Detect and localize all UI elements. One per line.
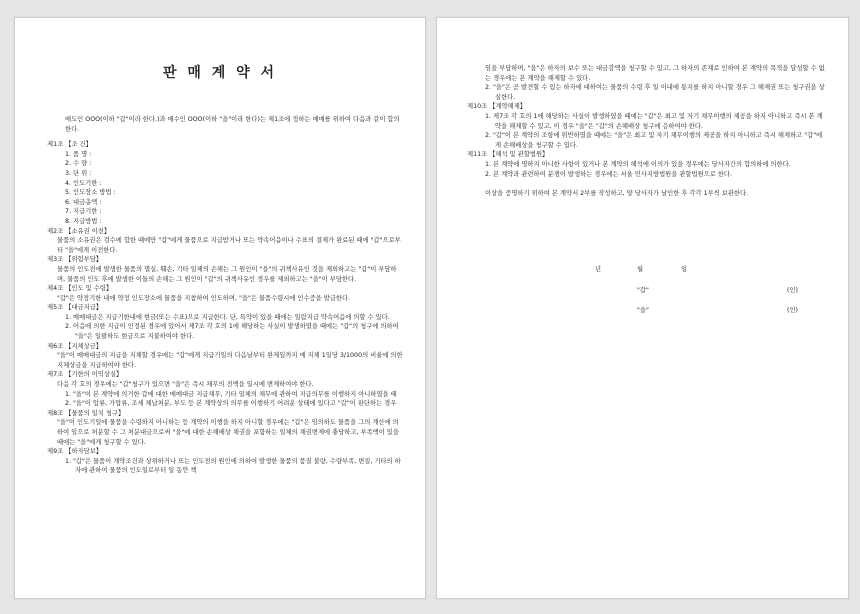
article-1-item: 6. 대금총액 : — [65, 198, 102, 206]
document-page-2 — [436, 17, 849, 599]
article-10-item: 1. 제7조 각 호의 1에 해당하는 사실이 발생하였을 때에는 "갑"은 최고 및 자기 채무이행의 제공을 하지 아니하고 즉시 본 계약을 해제할 수 있고, 이 경우 "을"은 "갑"의 손해배상 청구에 응하여야 한다. — [485, 112, 823, 130]
closing-paragraph: 이상을 증명하기 위하여 본 계약서 2부를 작성하고, 양 당사자가 날인한 후 각각 1부씩 보관한다. — [485, 190, 749, 198]
article-7-heading: 제7조 【기한의 이익상실】 — [47, 371, 123, 379]
article-10-heading: 제10조 【계약해제】 — [467, 103, 527, 111]
article-1-item: 4. 인도기한 : — [65, 179, 102, 187]
article-5-item: 2. 어음에 의한 지급이 인정된 경우에 있어서 제7조 각 호의 1에 해당하는 사실이 발생하였을 때에는 "갑"의 청구에 의하여 "을"은 일괄하도 현금으로 지불하여야 한다. — [65, 323, 399, 341]
article-1-item: 2. 수 량 : — [65, 160, 92, 168]
article-3-heading: 제3조 【위험부담】 — [47, 256, 103, 264]
article-8-heading: 제8조 【물품의 일치 청구】 — [47, 409, 125, 417]
article-5-item: 1. 매매대금은 지급기한내에 현금(또는 수표)으로 지급한다. 단, 특약이 있을 때에는 일람지급 약속어음에 의할 수 있다. — [65, 313, 390, 321]
article-4-text: "갑"은 약정기한 내에 약정 인도장소에 물품을 지참하여 인도하며, "을"은 물품수령시에 인수증을 발급한다. — [57, 294, 351, 302]
party-b-seal: (인) — [787, 307, 798, 314]
article-9-heading: 제9조 【하자담보】 — [47, 448, 103, 456]
article-11-heading: 제11조 【해석 및 관할법원】 — [467, 151, 549, 159]
article-1-item: 7. 지급기한 : — [65, 208, 102, 216]
article-1-item: 1. 품 명 : — [65, 150, 92, 158]
article-10-item: 2. "갑"이 본 계약의 조항에 위반하였을 때에는 "을"은 최고 및 자기 채무이행의 제공을 하지 아니하고 즉시 해제하고 "갑"에게 손해배상을 청구할 수 있다. — [485, 132, 823, 149]
party-a-seal: (인) — [787, 287, 798, 294]
article-6-text: "을"이 매매대금의 지급을 지체할 경우에는 "갑"에게 지급기일의 다음날부터 완제일까지 매 지체 1일당 3/1000의 비율에 의한 지체상금을 지급하여야 한다. — [57, 352, 403, 369]
article-4-heading: 제4조 【인도 및 수령】 — [47, 285, 113, 293]
article-7-text: 다음 각 호의 경우에는 "갑"청구가 있으면 "을"은 즉시 채무의 전액을 일시에 변제하여야 한다. — [57, 381, 314, 389]
document-title: 판 매 계 약 서 — [162, 65, 278, 81]
page-2-body — [467, 64, 826, 199]
article-5-heading: 제5조 【대금지급】 — [47, 304, 103, 312]
document-page-1 — [14, 17, 426, 599]
article-1-item: 3. 단 위 : — [65, 169, 92, 177]
article-2-heading: 제2조 【소유권 이전】 — [47, 227, 111, 235]
article-9-item: 1. "갑"은 물품이 계약조건과 상위하거나 또는 인도전의 원인에 의하여 발생한 물품의 품질 불량, 수량부족, 변질, 기타의 하자에 관하여 물품의 인도일로부터 일 동안 책 — [65, 457, 401, 475]
article-11-item: 2. 본 계약과 관련하여 분쟁이 발생하는 경우에는 서울 민사지방법원을 관할법원으로 한다. — [485, 170, 733, 178]
article-9-item: 2. "을"은 곧 발견할 수 있는 하자에 대하여는 물품의 수령 후 일 이내에 통지를 하지 아니할 경우 그 해제권 또는 청구권을 상실한다. — [485, 84, 825, 101]
article-1-item: 5. 인도장소 방법 : — [65, 189, 116, 197]
date-year: 년 — [595, 266, 602, 273]
intro-paragraph: 매도인 OOO(이하 "갑"이라 한다.)과 매수인 OOO(이하 "을"이라 한다)는 제1조에 정하는 매매를 위하여 다음과 같이 합의한다. — [65, 116, 400, 133]
article-6-heading: 제6조 【지체상금】 — [47, 342, 103, 350]
party-a-label: "갑" — [637, 287, 649, 294]
article-7-item: 2. "을"이 압류, 가압류, 조세 체납처분, 부도 등 본 계약상의 의무를 이행하기 어려운 상태에 있다고 "갑"이 판단하는 경우 — [65, 400, 397, 408]
article-11-item: 1. 본 계약에 명하지 아니한 사항이 있거나 본 계약의 해석에 이의가 있을 경우에는 당사자간의 합의하에 의한다. — [485, 160, 791, 168]
article-8-text: "을"이 인도기일에 물품을 수령하지 아니하는 등 계약의 이행을 하지 아니할 경우에는 "갑"은 임의하도 물품을 그의 계산에 의하여 임으로 처분할 수 그 처분대금으로써 "을"에 대한 손해배상 채권을 포함하는 일체의 채권변제에 충당하고, 부족액이 있을 때에는 "을"에게 청구할 수 있다. — [57, 419, 399, 446]
party-b-label: "을" — [637, 307, 649, 314]
article-9-continuation: 임을 부담하며, "을"은 하자의 보수 또는 대금감액을 청구할 수 있고, 그 하자의 존재로 인하여 본 계약의 목적을 달성할 수 없는 경우에는 본 계약을 해제할 수 있다. — [485, 65, 825, 82]
article-2-text: 물품의 소유권은 검수에 합한 때에만 "갑"에게 물품으로 지급받거나 또는 약속어음이나 수표의 결제가 완료된 때에 "갑"으로부터 "을"에게 이전한다. — [57, 237, 401, 254]
article-7-item: 1. "을"이 본 계약에 의거한 갑에 대한 매매대금 지급채무, 기타 일체의 채무에 관하여 지급의무를 이행하지 아니하였을 때 — [65, 390, 397, 398]
article-1-heading: 제1조 【조 건】 — [47, 141, 92, 149]
page-1-body — [47, 115, 403, 476]
date-day: 일 — [681, 266, 688, 273]
article-3-text: 물품의 인도전에 발생한 물품의 멸실, 훼손, 기타 일체의 손해는 그 원인이 "을"의 귀책사유인 것을 제외하고는 "갑"이 부담하며, 물품의 인도 후에 발생한 이들의 손해는 그 원인이 "갑"의 귀책사유인 경우를 제외하고는 "을"이 부담한다. — [57, 265, 397, 283]
article-1-item: 8. 지급방법 : — [65, 217, 102, 225]
date-month: 월 — [637, 266, 644, 273]
